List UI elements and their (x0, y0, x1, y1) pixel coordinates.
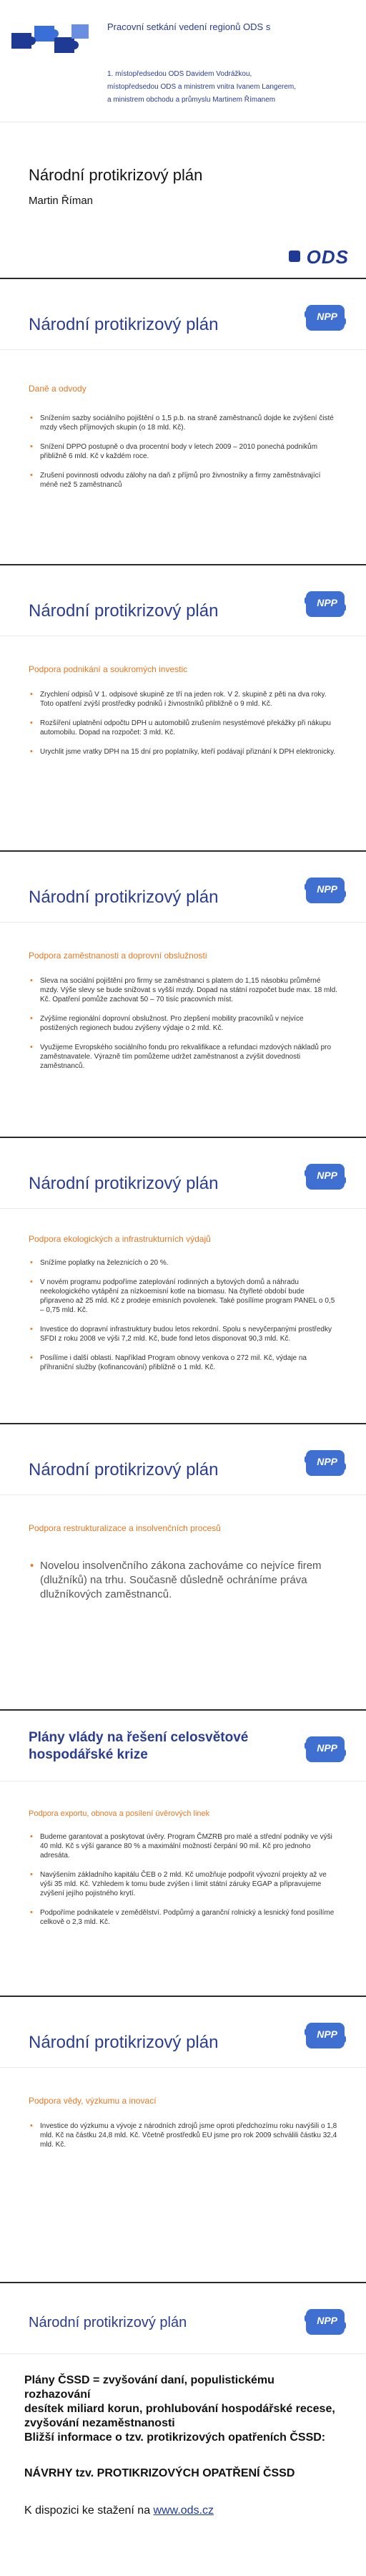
bullet-item: • Investice do dopravní infrastruktury budou letos rekordní. Spolu s nevyčerpanými prostředky SFDI z roku 2008 ve výši 7,2 mld. Kč, bude fond letos disponovat 90,3 mld. Kč. (29, 1325, 337, 1343)
bullet-item: • Investice do výzkumu a vývoje z národních zdrojů jsme oproti předchozímu roku navýšili o 1,8 mld. Kč na částku 24,8 mld. Kč. Včetně prostředků EU jsme pro rok 2009 schválili částku 32,4 mld. Kč. (29, 2121, 337, 2149)
slide-subtitle: Podpora podnikání a soukromých investic (29, 664, 188, 674)
slide-title: Národní protikrizový plán (29, 2033, 219, 2052)
final-download (24, 2504, 339, 2518)
npp-badge-label: NPP (317, 1742, 337, 1754)
slide-final (0, 2290, 366, 2576)
bullet-item: • V novém programu podpoříme zateplování rodinných a bytových domů a náhradu neekologického vytápění za nízkoemisní kotle na biomasu. Na čtyřleté období bude připraveno až 25 mld. Kč z prodeje emisních povolenek. Také posílíme program PANEL o 0,5 – 0,75 mld. Kč. (29, 1278, 337, 1315)
bullet-item: • Využijeme Evropského sociálního fondu pro rekvalifikace a refundaci mzdových nákladů pro zaměstnavatele. Výrazně tím pomůžeme udržet zaměstnanost a zvýšit dovednosti zaměstnanců. (29, 1043, 337, 1071)
bullet-list (29, 1832, 337, 1937)
slide-subtitle: Podpora zaměstnanosti a doprovní obslužnosti (29, 951, 207, 961)
author-name: Martin Říman (29, 195, 94, 207)
bullet-item: • Posílíme i další oblasti. Například Program obnovy venkova o 272 mil. Kč, výdaje na příhraniční služby (kofinancování) přibližně o 1 mld. Kč. (29, 1353, 337, 1372)
npp-badge-label: NPP (317, 1170, 337, 1181)
bullet-item: • Rozšíření uplatnění odpočtu DPH u automobilů zrušením nesystémové překážky při nákupu automobilu. Dopad na rozpočet: 3 mld. Kč. (29, 719, 337, 737)
npp-badge-label: NPP (317, 1456, 337, 1467)
final-line-1: Plány ČSSD = zvyšování daní, populistickému rozhazování (24, 2374, 274, 2401)
ods-mark-icon (289, 251, 300, 262)
divider (0, 2067, 366, 2068)
bullet-item: • Snížení DPPO postupně o dva procentní body v letech 2009 – 2010 ponechá podnikům přibližně 6 mld. Kč v každém roce. (29, 442, 337, 461)
bullet-list (29, 976, 337, 1081)
final-paragraph (24, 2373, 339, 2431)
bullet-item: • Podpoříme podnikatele v zemědělství. Podpůrný a garanční rolnický a lesnický fond posílíme celkově o 2,3 mld. Kč. (29, 1908, 337, 1927)
slide-title: Národní protikrizový plán (29, 2315, 187, 2330)
npp-badge-label: NPP (317, 2028, 337, 2040)
download-text: K dispozici ke stažení na (24, 2504, 151, 2517)
meeting-line-3: a ministrem obchodu a průmyslu Martinem Římanem (107, 96, 276, 104)
divider (0, 349, 366, 350)
bullet-item: • Navýšením základního kapitálu ČEB o 2 mld. Kč umožňuje podpořit vývozní projekty až ve výši 35 mld. Kč. Vzhledem k tomu bude zvýšen i limit státní záruky EGAP a připravujeme zvýšení jejího pojistného krytí. (29, 1870, 337, 1898)
bullet-list (29, 690, 337, 767)
bullet-item: • Zvýšíme regionální doprovní obslužnost. Pro zlepšení mobility pracovníků v nejvíce postižených regionech budou zvýšeny výdaje o 2 mld. Kč. (29, 1014, 337, 1033)
divider (0, 1208, 366, 1209)
slide-title: Národní protikrizový plán (29, 315, 219, 334)
slide-title: Národní protikrizový plán (29, 888, 219, 907)
divider (0, 922, 366, 923)
bullet-list (29, 2121, 337, 2159)
final-line-2: desítek miliard korun, prohlubování hospodářské recese, zvyšování nezaměstnanosti (24, 2403, 335, 2429)
ods-link[interactable]: www.ods.cz (153, 2504, 214, 2517)
divider (0, 1781, 366, 1782)
bullet-item: • Sleva na sociální pojištění pro firmy se zaměstnanci s platem do 1,15 násobku průměrné mzdy. Výše slevy se bude snižovat s vyšší mzdy. Dopad na státní rozpočet bude max. 18 mld. Kč. Opatření pomůže zachovat 50 – 70 tisíc pracovních míst. (29, 976, 337, 1004)
ods-logo: ODS (306, 246, 349, 268)
final-proposals: NÁVRHY tzv. PROTIKRIZOVÝCH OPATŘENÍ ČSSD (24, 2467, 295, 2479)
slide-title: Národní protikrizový plán (29, 601, 219, 621)
slide-podpora-podnikani (0, 573, 366, 852)
divider (0, 2353, 366, 2354)
slide-veda (0, 2004, 366, 2283)
slide-subtitle: Podpora vědy, výzkumu a inovací (29, 2096, 157, 2106)
bullet-item: • Zrychlení odpisů V 1. odpisové skupině ze tří na jeden rok. V 2. skupině z pěti na dva roky. Toto opatření zvýší prostředky podniků i živnostníků přibližně o 9 mld. Kč. (29, 690, 337, 709)
divider (0, 1494, 366, 1495)
npp-badge-label: NPP (317, 883, 337, 895)
bullet-list (29, 414, 337, 500)
slide-subtitle: Podpora exportu, obnova a posílení úvěrových linek (29, 1809, 210, 1818)
bullet-item: • Snížíme poplatky na železnicích o 20 %. (29, 1258, 337, 1268)
slide-subtitle: Podpora ekologických a infrastrukturních výdajů (29, 1234, 211, 1244)
plan-title: Národní protikrizový plán (29, 166, 203, 184)
bullet-list (29, 1258, 337, 1382)
slide-dane (0, 286, 366, 565)
puzzle-logo (9, 13, 94, 67)
bullet-list (29, 1559, 337, 1612)
npp-badge-label: NPP (317, 597, 337, 608)
slide-title: Národní protikrizový plán (29, 1460, 219, 1479)
slide-subtitle: Podpora restrukturalizace a insolvenčních procesů (29, 1523, 221, 1533)
bullet-item: • Novelou insolvenčního zákona zachováme co nejvíce firem (dlužníků) na trhu. Současně důsledně ochráníme práva dlužníkových zaměstnanců. (29, 1559, 337, 1602)
slide-zamestnanost (0, 859, 366, 1138)
npp-badge-label: NPP (317, 311, 337, 322)
bullet-item: • Snížením sazby sociálního pojištění o 1,5 p.b. na straně zaměstnanců dojde ke zvýšení čisté mzdy všech příjmových skupin (o 18 mld. Kč). (29, 414, 337, 432)
bullet-item: • Urychlit jsme vratky DPH na 15 dní pro poplatníky, kteří podávají přiznání k DPH elektronicky. (29, 747, 337, 757)
meeting-line-1: 1. místopředsedou ODS Davidem Vodrážkou, (107, 70, 252, 78)
final-info: Bližší informace o tzv. protikrizových opatřeních ČSSD: (24, 2431, 326, 2444)
npp-badge-label: NPP (317, 2315, 337, 2326)
bullet-item: • Zrušení povinnosti odvodu zálohy na daň z příjmů pro živnostníky a firmy zaměstnávající méně než 5 zaměstnanců (29, 471, 337, 490)
bullet-item: • Budeme garantovat a poskytovat úvěry. Program ČMZRB pro malé a střední podniky ve výši 40 mld. Kč s výší garance 80 % a maximální možností čerpání 90 mil. Kč pro jednoho adresáta. (29, 1832, 337, 1860)
slide-title: Národní protikrizový plán (29, 1174, 219, 1193)
meeting-heading: Pracovní setkání vedení regionů ODS s (107, 21, 271, 32)
slide-intro (0, 0, 366, 279)
slide-plany-vlady (0, 1718, 366, 1997)
meeting-line-2: místopředsedou ODS a ministrem vnitra Ivanem Langerem, (107, 83, 296, 91)
slide-restrukturalizace (0, 1432, 366, 1711)
slide-title: Plány vlády na řešení celosvětové hospodářské krize (29, 1730, 249, 1762)
slide-ekologie (0, 1145, 366, 1424)
slide-subtitle: Daně a odvody (29, 384, 86, 394)
